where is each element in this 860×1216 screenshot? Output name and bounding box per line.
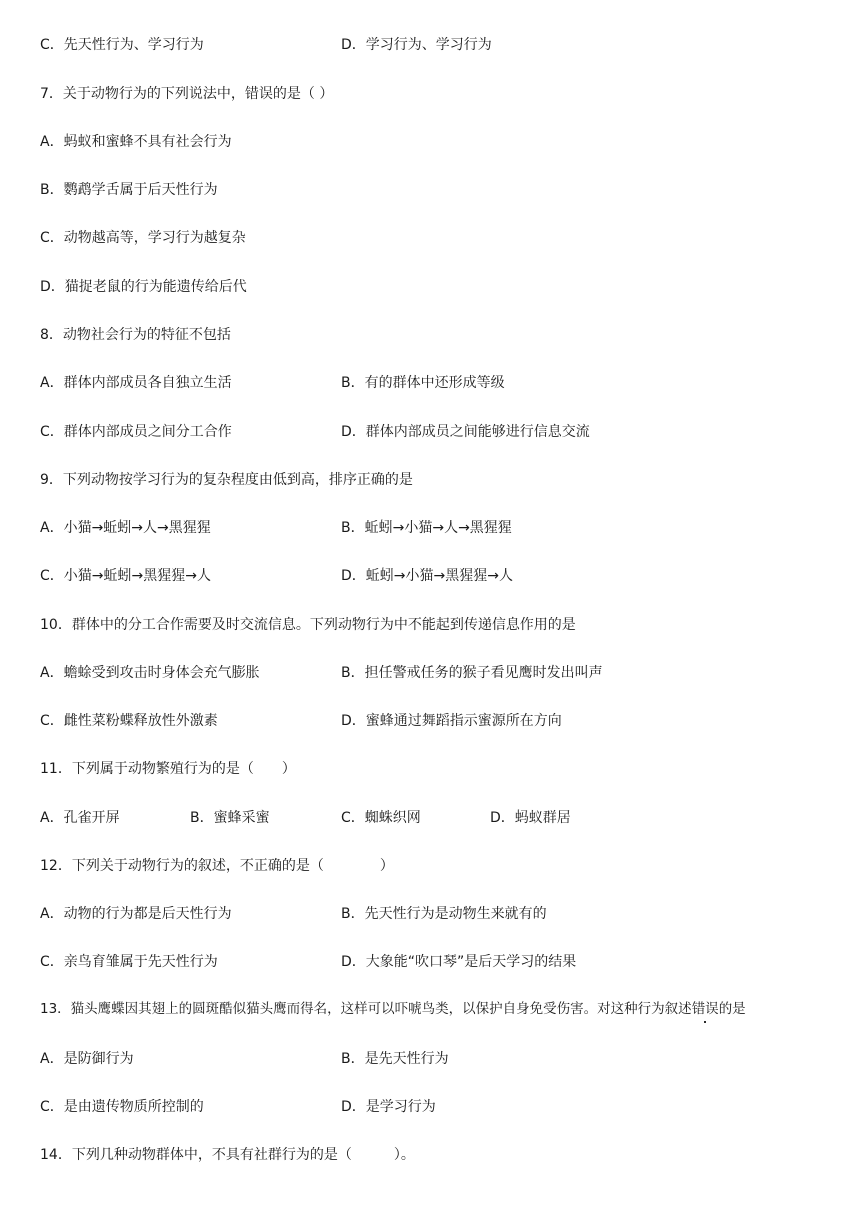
q11-option-c: C．蜘蛛织网 (341, 810, 421, 826)
q12-option-a: A．动物的行为都是后天性行为 (40, 906, 232, 922)
q8-option-b: B．有的群体中还形成等级 (341, 375, 505, 391)
q7-stem: 7．关于动物行为的下列说法中，错误的是（ ） (40, 86, 334, 102)
q11-option-b: B．蜜蜂采蜜 (190, 810, 270, 826)
q7-option-b: B．鹦鹉学舌属于后天性行为 (40, 182, 218, 198)
q11-stem: 11．下列属于动物繁殖行为的是（ ） (40, 761, 296, 777)
q6-option-c: C．先天性行为、学习行为 (40, 37, 204, 53)
q10-option-c: C．雌性菜粉蝶释放性外激素 (40, 713, 218, 729)
q12-option-b: B．先天性行为是动物生来就有的 (341, 906, 547, 922)
q7-option-a: A．蚂蚁和蜜蜂不具有社会行为 (40, 134, 232, 150)
q13-option-b: B．是先天性行为 (341, 1051, 449, 1067)
q10-option-b: B．担任警戒任务的猴子看见鹰时发出叫声 (341, 665, 603, 681)
q10-stem: 10．群体中的分工合作需要及时交流信息。下列动物行为中不能起到传递信息作用的是 (40, 617, 576, 633)
q14-stem: 14．下列几种动物群体中，不具有社群行为的是（ ）。 (40, 1147, 415, 1163)
q12-stem: 12．下列关于动物行为的叙述，不正确的是（ ） (40, 858, 394, 874)
q10-option-d: D．蜜蜂通过舞蹈指示蜜源所在方向 (341, 713, 562, 729)
q9-stem: 9．下列动物按学习行为的复杂程度由低到高，排序正确的是 (40, 472, 413, 488)
q12-option-d: D．大象能“吹口琴”是后天学习的结果 (341, 954, 577, 970)
q13-stem-emphasis: 错误 (692, 998, 719, 1020)
q6-option-d: D．学习行为、学习行为 (341, 37, 492, 53)
q8-option-a: A．群体内部成员各自独立生活 (40, 375, 232, 391)
q8-stem: 8．动物社会行为的特征不包括 (40, 327, 231, 343)
q11-option-a: A．孔雀开屏 (40, 810, 120, 826)
q9-option-d: D．蚯蚓→小猫→黑猩猩→人 (341, 568, 513, 584)
q12-option-c: C．亲鸟育雏属于先天性行为 (40, 954, 218, 970)
q13-option-a: A．是防御行为 (40, 1051, 134, 1067)
q7-option-c: C．动物越高等，学习行为越复杂 (40, 230, 246, 246)
q7-option-d: D．猫捉老鼠的行为能遗传给后代 (40, 279, 247, 295)
q11-option-d: D．蚂蚁群居 (490, 810, 571, 826)
q9-option-c: C．小猫→蚯蚓→黑猩猩→人 (40, 568, 211, 584)
q13-option-d: D．是学习行为 (341, 1099, 436, 1115)
q13-stem (40, 998, 746, 1020)
q13-option-c: C．是由遗传物质所控制的 (40, 1099, 204, 1115)
q10-option-a: A．蟾蜍受到攻击时身体会充气膨胀 (40, 665, 260, 681)
q13-stem-tail: 的是 (718, 1001, 746, 1017)
q8-option-d: D．群体内部成员之间能够进行信息交流 (341, 424, 590, 440)
q9-option-a: A．小猫→蚯蚓→人→黑猩猩 (40, 520, 211, 536)
q13-stem-main: 13．猫头鹰蝶因其翅上的圆斑酷似猫头鹰而得名，这样可以吓唬鸟类，以保护自身免受伤害。对这种行为叙述 (40, 1001, 692, 1017)
q9-option-b: B．蚯蚓→小猫→人→黑猩猩 (341, 520, 512, 536)
q8-option-c: C．群体内部成员之间分工合作 (40, 424, 232, 440)
